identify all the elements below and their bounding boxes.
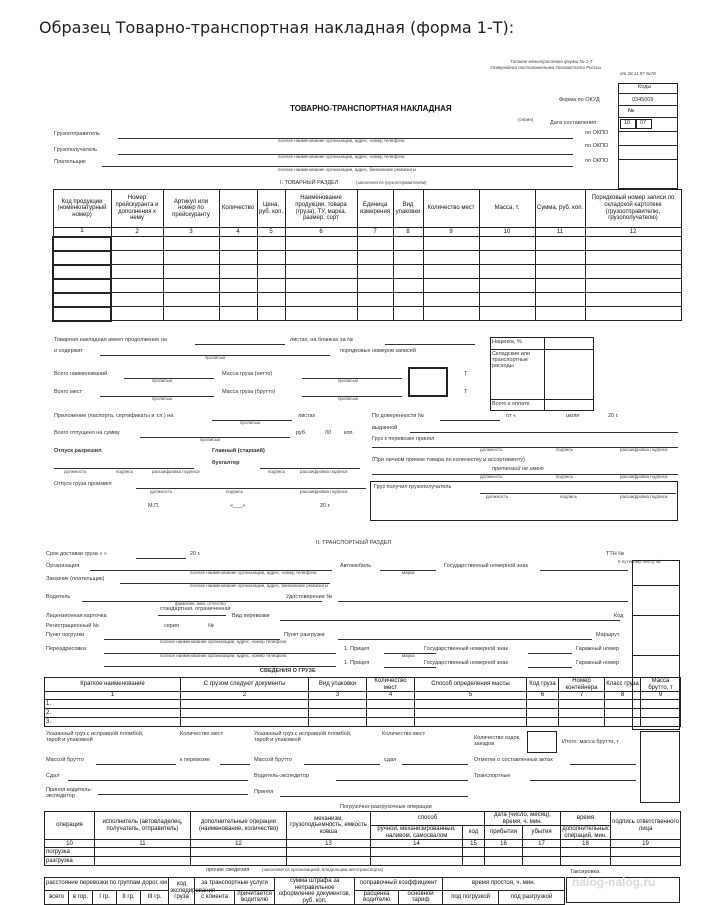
hint-signature-1: подпись [116, 469, 134, 474]
hint-org: полное наименование организации, адрес, номер телефона [190, 570, 317, 575]
kop-value: 00 [325, 430, 332, 436]
cargo-num-5: 5 [415, 692, 527, 700]
op-col-extra-min: дополнительных операций, мин. [562, 826, 609, 839]
hint-signature-4: подпись [556, 447, 574, 452]
t-label-2: Т [464, 389, 468, 395]
sheets-label: листах, на бланках за № [290, 337, 354, 343]
mass-gross-label-3: Массой брутто [254, 757, 292, 763]
other-sub-tariff: основной тариф [399, 890, 443, 905]
driver-label: Водитель [46, 594, 71, 600]
op-col-way: ручной, механизированный, наливом, самосвалом [371, 826, 463, 840]
op-num-10: 10 [45, 840, 95, 848]
places-count-label-2: Количество мест [382, 731, 426, 737]
contains-label: и содержит [54, 348, 83, 354]
warehouse-label: Складские или транспортные расходы [492, 351, 531, 370]
hint-brand-2: марка [402, 653, 415, 658]
cargo-col-container: Номер контейнера [559, 678, 605, 692]
load-ops-title: Погрузочно-разгрузочные операции [340, 804, 432, 810]
col-card-number: Порядковый номер записи по складской картотеке (грузоотправителю, грузополучателю) [585, 190, 681, 228]
other-table [44, 877, 565, 905]
chief-label: Главный (старший) [212, 448, 265, 454]
other-sub-gr3: III гр. [141, 890, 169, 905]
mp-label: М.П. [148, 503, 160, 509]
hint-words-6: прописью [240, 420, 261, 425]
mass-gross-label: Масса груза (брутто) [222, 389, 276, 395]
hint-decoding-5: расшифровка подписи [620, 474, 668, 479]
date-stub: «___» [230, 503, 246, 509]
other-title: прочие сведения [206, 867, 250, 873]
cargo-col-docs: С грузом следуют документы [181, 678, 309, 692]
okpo-3: по ОКПО [585, 158, 609, 164]
other-sub-unloading: под разгрузкой [499, 890, 565, 905]
op-num-18: 18 [561, 840, 611, 848]
other-hint: (заполняется организацией, владельцем автотранспорта) [262, 867, 384, 872]
hint-words-3: прописью [338, 378, 359, 383]
route-label: Маршрут [596, 632, 620, 638]
num-5: 5 [257, 228, 285, 237]
organization-label: Организация [46, 563, 80, 569]
codes-label: Коды [638, 84, 652, 90]
other-col-coef: поправочный коэффициент [355, 878, 443, 891]
hint-words-2: прописью [152, 378, 173, 383]
hint-brand-1: марка [402, 570, 415, 575]
places-count-label-1: Количество мест [180, 731, 224, 737]
num-1: 1 [53, 228, 111, 237]
hint-decoding-4: расшифровка подписи [620, 447, 668, 452]
other-col-fine: сумма штрафа за неправильное оформление документов, руб. коп. [275, 878, 355, 905]
num-9: 9 [423, 228, 479, 237]
cargo-col-places: Количество мест [367, 678, 415, 692]
op-num-13: 13 [287, 840, 371, 848]
hint-readdress: полное наименование организации, адрес, номер телефона [160, 653, 287, 658]
col-product-name: Наименование продукции, товара (груза), ТУ, марка, размер, сорт [285, 190, 357, 228]
kop-label: коп. [344, 430, 355, 436]
op-group-stay: время [561, 812, 611, 826]
records-label: порядковых номеров записей [340, 348, 416, 354]
cargo-col-code: Код груза [527, 678, 559, 692]
mass-net-label: Масса груза (нетто) [222, 371, 273, 377]
trailer-label-2: 1. Прицеп [344, 660, 370, 666]
col-sum: Сумма, руб. коп. [535, 190, 585, 228]
cargo-col-name: Краткое наименование [45, 678, 181, 692]
col-package: Вид упаковки [393, 190, 423, 228]
series-label2: серия [164, 623, 179, 629]
num-3: 3 [163, 228, 219, 237]
hint-signature-3: подпись [226, 489, 244, 494]
num-11: 11 [535, 228, 585, 237]
other-col-idle: время простоя, ч. мин. [443, 878, 565, 891]
cargo-num-9: 9 [641, 692, 681, 700]
marks-label: Отметки о составленных актах [474, 757, 553, 763]
transport-services-label: Транспортные [474, 773, 511, 779]
col-mass: Масса, т. [479, 190, 535, 228]
other-col-services: за транспортные услуги [195, 878, 275, 891]
accepted-label: Принял [254, 789, 274, 795]
to-waybill-label: К путевому листу № [618, 559, 661, 564]
form-title: ТОВАРНО-ТРАНСПОРТНАЯ НАКЛАДНАЯ [290, 104, 452, 113]
mass-box [408, 367, 448, 397]
form-type-line: Типовая межотраслевая форма № 1-Т [510, 59, 593, 64]
delivery-term-label: Срок доставки груза « » [46, 551, 107, 557]
hint-words-5: прописью [338, 396, 359, 401]
hint-position-1: должность [64, 469, 87, 474]
received-label: Груз получил грузополучатель [374, 484, 452, 490]
hint-position-3: должность [480, 447, 503, 452]
rides-count-label: Количество ездок, заездов [474, 735, 521, 748]
op-col-departure: убытия [523, 826, 561, 840]
consignee-hint: полное наименование организации, адрес, номер телефона [278, 154, 405, 159]
attachment-label: Приложение (паспорта, сертификаты и т.п.) на [54, 413, 174, 419]
cargo-col-package: Вид упаковки [309, 678, 367, 692]
code-label: Код [614, 613, 624, 619]
hint-loading: полное наименование организации, адрес, номер телефона [160, 639, 287, 644]
hint-decoding-6: расшифровка подписи [620, 494, 668, 499]
trailer-label-1: 1. Прицеп [344, 646, 370, 652]
other-sub-gr1: I гр. [93, 890, 117, 905]
other-sub-city: в гор. [69, 890, 93, 905]
cargo-num-8: 8 [605, 692, 641, 700]
loading-point-label: Пункт погрузки [46, 632, 85, 638]
hint-fio: фамилия, имя, отчество [175, 601, 226, 606]
section1-title: I. ТОВАРНЫЙ РАЗДЕЛ [280, 180, 339, 186]
other-col-distance: расстояние перевозки по группам дорог, км [45, 878, 169, 891]
cargo-num-7: 7 [559, 692, 605, 700]
num-2: 2 [111, 228, 163, 237]
other-sub-gr2: II гр. [117, 890, 141, 905]
watermark: nalog-nalog.ru [572, 875, 656, 889]
license-label: Удостоверение № [286, 594, 333, 600]
op-col-executor: исполнитель (автовладелец, получатель, отправитель) [95, 812, 191, 840]
shipper-hint: полное наименование организации, адрес, номер телефона [278, 138, 405, 143]
op-col-extra: дополнительные операции (наименование, количество) [191, 812, 287, 840]
rides-box [527, 731, 557, 753]
continuation-label: Товарная накладная имеет продолжение на [54, 337, 167, 343]
op-num-14: 14 [371, 840, 463, 848]
op-group-way: способ [371, 812, 485, 826]
handed-label: сдал [384, 757, 397, 763]
op-group-time: дата (число, месяц), время, ч. мин. [485, 812, 561, 826]
accountant-label: бухгалтер [212, 460, 240, 466]
driver-forwarder-label: Водитель-экспедитор [254, 773, 309, 779]
hint-decoding-1: расшифровка подписи [152, 469, 200, 474]
form-date-line: от 28.11.97 №78 [620, 71, 656, 76]
num-10: 10 [479, 228, 535, 237]
total-names-label: Всего наименований [54, 371, 108, 377]
hint-signature-6: подпись [560, 494, 578, 499]
cargo-released-label: Отпуск груза произвел [54, 481, 112, 487]
ttn-form [40, 55, 680, 903]
goods-table [52, 189, 682, 322]
payer-hint: полное наименование организации, адрес, банковские реквизиты [278, 167, 417, 172]
hint-customer: полное наименование организации, адрес, банковские реквизиты [190, 583, 329, 588]
gross-box [640, 731, 680, 803]
other-sub-total: всего [45, 890, 69, 905]
col-unit: Единица измерения [357, 190, 393, 228]
cargo-row-2: 2. [45, 709, 181, 718]
number-label: № [628, 108, 635, 114]
year2-label: 20 г. [608, 413, 619, 419]
state-number-label-2: Государственный номерной знак [424, 646, 508, 652]
col-price-list: Номер прейскуранта и дополнения к нему [111, 190, 163, 228]
no-claims: претензий не имею [492, 466, 544, 472]
ops-table [44, 811, 681, 866]
acceptance-note: (При личном приеме товара по количеству и ассортименту) [372, 457, 525, 463]
mass-gross-label-2: Массой брутто [46, 757, 84, 763]
other-sub-loading: под погрузкой [443, 890, 499, 905]
okpo-2: по ОКПО [585, 143, 609, 149]
cargo-num-4: 4 [367, 692, 415, 700]
license-card-label: Лицензионная карточка [46, 613, 107, 619]
section2-title: II. ТРАНСПОРТНЫЙ РАЗДЕЛ [316, 540, 391, 546]
col-price: Цена, руб. коп. [257, 190, 285, 228]
hint-signature-2: подпись [268, 469, 286, 474]
date-day: 10 [624, 120, 631, 126]
car-label: Автомобиль [340, 563, 372, 569]
op-num-12: 12 [191, 840, 287, 848]
state-number-label: Государственный номерной знак [444, 563, 528, 569]
no-label: № [208, 623, 214, 629]
op-row-unloading: разгрузка [45, 857, 95, 866]
op-num-16: 16 [485, 840, 523, 848]
op-col-mechanism: механизм, грузоподъемность, емкость ковша [287, 812, 371, 840]
other-sub-client: с клиента [195, 890, 235, 905]
cargo-col-class: Класс груза [605, 678, 641, 692]
accepted-driver-label: Принял водитель-экспедитор [46, 787, 93, 800]
taxation-label: Таксировка: [570, 869, 601, 875]
total-pay-label: Всего к оплате [492, 401, 530, 407]
delivered-label: Сдал [46, 773, 60, 779]
other-sub-driver: причитается водителю [235, 890, 275, 905]
op-num-17: 17 [523, 840, 561, 848]
cargo-row-1: 1. [45, 700, 181, 709]
okpo-1: по ОКПО [585, 130, 609, 136]
reg-no-label: Регистрационный № [46, 623, 99, 629]
issued-label: выданной [372, 425, 398, 431]
okud-value: 0345009 [632, 97, 654, 103]
ttn-label: ТТН № [606, 551, 625, 557]
rub-label: руб. [296, 430, 307, 436]
hint-decoding-3: расшифровка подписи [300, 489, 348, 494]
hint-signature-5: подпись [556, 474, 574, 479]
series-label: (серия) [518, 117, 534, 122]
license-types: стандартная, ограниченная [160, 606, 231, 612]
shipper-label: Грузоотправитель [54, 131, 100, 137]
from-label: от « [506, 413, 517, 419]
release-allowed-label: Отпуск разрешил [54, 448, 102, 454]
op-col-operation: операция [45, 812, 95, 840]
year-label: 20 г. [320, 503, 331, 509]
date-label: Дата составления [550, 120, 596, 126]
state-number-label-3: Государственный номерной знак [424, 660, 508, 666]
section1-hint: (заполняется грузоотправителем) [356, 180, 427, 185]
sealed-cargo-label: Указанный груз с исправной пломбой, тарой и упаковкой [46, 731, 144, 744]
hint-position-6: должность [486, 494, 509, 499]
cargo-accepted-label: Груз к перевозке принял [372, 436, 435, 442]
op-num-19: 19 [611, 840, 681, 848]
col-quantity: Количество [219, 190, 257, 228]
op-col-signature: подпись ответственного лица [611, 812, 681, 840]
op-col-arrival: прибытия [485, 826, 523, 840]
markup-label: Наценка, % [492, 339, 522, 345]
num-12: 12 [585, 228, 681, 237]
sealed-cargo-label-2: Указанный груз с исправной пломбой, тарой и упаковкой [254, 731, 352, 744]
total-gross-label: Итого: масса брутто, т [562, 739, 619, 745]
cargo-col-gross: Масса брутто, т [641, 678, 681, 692]
op-col-code: код [463, 826, 485, 840]
col-product-code: Код продукции (номенклатурный номер) [53, 190, 111, 228]
customer-label: Заказчик (плательщик) [46, 576, 105, 582]
page-heading: Образец Товарно-транспортная накладная (форма 1-Т): [39, 18, 515, 37]
num-4: 4 [219, 228, 257, 237]
op-num-15: 15 [463, 840, 485, 848]
attachment-sheets: листах [298, 413, 316, 419]
hint-decoding-2: расшифровка подписи [300, 469, 348, 474]
power-of-attorney-label: По доверенности № [372, 413, 424, 419]
op-num-11: 11 [95, 840, 191, 848]
hint-position-5: должность [480, 474, 503, 479]
hint-position-2: должность [150, 489, 173, 494]
cargo-table [44, 677, 681, 727]
other-sub-rate: расценка водителю [355, 890, 399, 905]
col-places: Количество мест [423, 190, 479, 228]
cargo-info-title: СВЕДЕНИЯ О ГРУЗЕ [260, 668, 316, 674]
payer-label: Плательщик [54, 159, 86, 165]
hint-words-7: прописью [200, 437, 221, 442]
t-label-1: Т [464, 371, 468, 377]
garage-label-2: Гаражный номер [576, 660, 620, 666]
consignee-label: Грузополучатель [54, 147, 98, 153]
cargo-num-1: 1 [45, 692, 181, 700]
month-value: июля [566, 413, 580, 419]
cargo-num-3: 3 [309, 692, 367, 700]
hint-words-4: прописью [152, 396, 173, 401]
cargo-num-2: 2 [181, 692, 309, 700]
transport-type-label: Вид перевозки [232, 613, 270, 619]
released-sum-label: Всего отпущено на сумму [54, 430, 120, 436]
col-article: Артикул или номер по прейскуранту [163, 190, 219, 228]
date-month: 07 [640, 120, 647, 126]
other-col-expedition: код экспедирования груза [169, 878, 195, 905]
hint-words-1: прописью [205, 355, 226, 360]
num-7: 7 [357, 228, 393, 237]
readdressing-label: Переадресовка [46, 646, 86, 652]
okud-label: Форма по ОКУД [559, 97, 600, 103]
num-8: 8 [393, 228, 423, 237]
to-transport-label: к перевозке [180, 757, 210, 763]
garage-label-1: Гаражный номер [576, 646, 620, 652]
form-approved-line: Утверждена постановлением Госкомстата России [490, 65, 602, 70]
unloading-point-label: Пункт разгрузки [284, 632, 325, 638]
delivery-year: 20 г. [190, 551, 201, 557]
cargo-num-6: 6 [527, 692, 559, 700]
op-row-loading: погрузка [45, 848, 95, 857]
cargo-col-mass-method: Способ определения массы [415, 678, 527, 692]
num-6: 6 [285, 228, 357, 237]
total-places-label: Всего мест [54, 389, 83, 395]
cargo-row-3: 3. [45, 718, 181, 727]
